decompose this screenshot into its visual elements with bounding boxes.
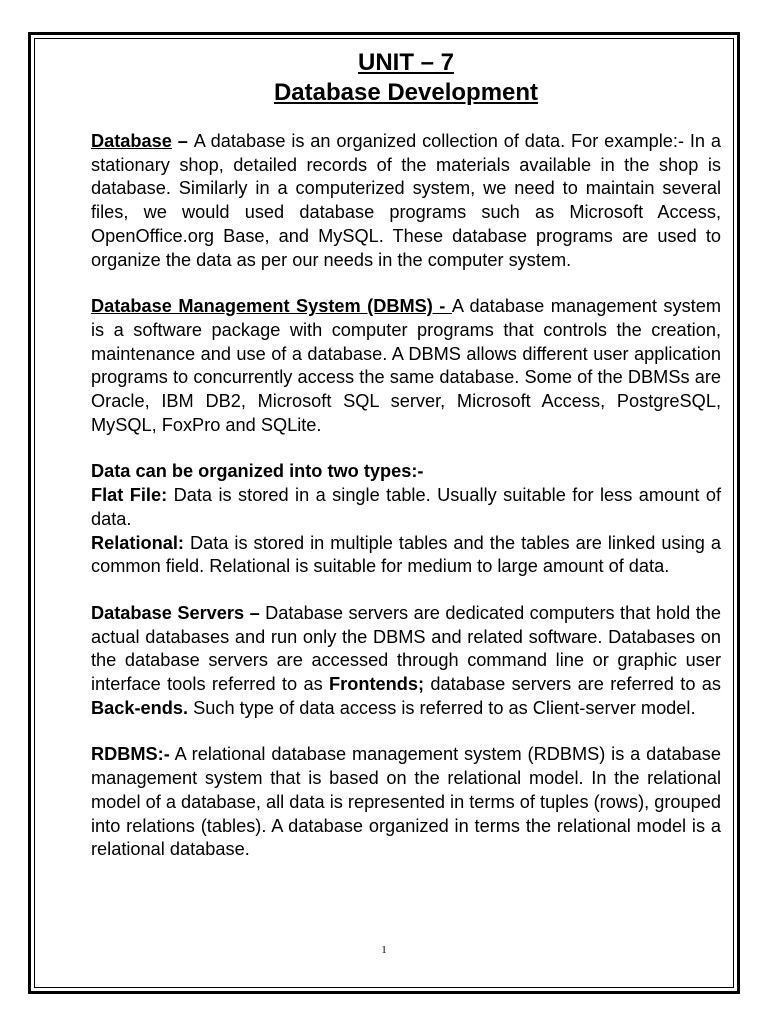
dbms-text: A database management system is a software package with computer programs that controls the creation, maintenance and use of a database. A DBMS allows different user application programs to concurrently access the same database. Some of the DBMSs are Oracle, IBM DB2, Microsoft SQL server, Microsoft Access, PostgreSQL, MySQL, FoxPro and SQLite. (91, 296, 721, 435)
document-body (91, 48, 721, 862)
database-text: A database is an organized collection of data. For example:- In a stationary shop, detailed records of the materials available in the shop is database. Similarly in a computerized system, we need to maintain several files, we would used database programs such as Microsoft Access, OpenOffice.org Base, and MySQL. These database programs are used to organize the data as per our needs in the computer system. (91, 131, 721, 270)
database-servers-text-2: database servers are referred to as (424, 674, 721, 695)
data-types-heading: Data can be organized into two types:- (91, 461, 424, 482)
database-paragraph (91, 130, 721, 272)
dbms-paragraph (91, 295, 721, 437)
page-number: 1 (381, 944, 387, 956)
frontends-term: Frontends; (329, 674, 425, 695)
chapter-title: Database Development (273, 79, 539, 106)
rdbms-text: A relational database management system (RDBMS) is a database management system that is based on the relational model. In the relational model of a database, all data is represented in terms of tuples (rows), grouped into relations (tables). A database organized in terms the relational model is a relational database. (91, 744, 721, 860)
rdbms-term: RDBMS:- (91, 744, 170, 765)
database-servers-text-3: Such type of data access is referred to as Client-server model. (188, 697, 696, 718)
flat-file-text: Data is stored in a single table. Usually suitable for less amount of data. (91, 485, 722, 529)
rdbms-paragraph (91, 743, 721, 862)
flat-file-paragraph (91, 484, 721, 531)
relational-paragraph (91, 532, 721, 579)
relational-term: Relational: (91, 532, 184, 553)
database-term: Database (91, 131, 172, 151)
database-servers-paragraph (91, 602, 721, 721)
relational-text: Data is stored in multiple tables and the tables are linked using a common field. Relational is suitable for medium to large amount of data. (91, 532, 721, 577)
database-servers-text-1: Database servers are dedicated computers that hold the actual databases and run only the DBMS and related software. Databases on the database servers are accessed through command line or graphic user interface tools referred to as (91, 602, 722, 695)
page-title (91, 48, 721, 108)
dbms-term: Database Management System (DBMS) - (91, 296, 452, 317)
unit-heading: UNIT – 7 (357, 49, 455, 76)
database-separator: – (171, 131, 194, 151)
flat-file-term: Flat File: (91, 485, 168, 506)
backends-term: Back-ends. (91, 697, 189, 718)
database-servers-term: Database Servers – (91, 602, 260, 623)
